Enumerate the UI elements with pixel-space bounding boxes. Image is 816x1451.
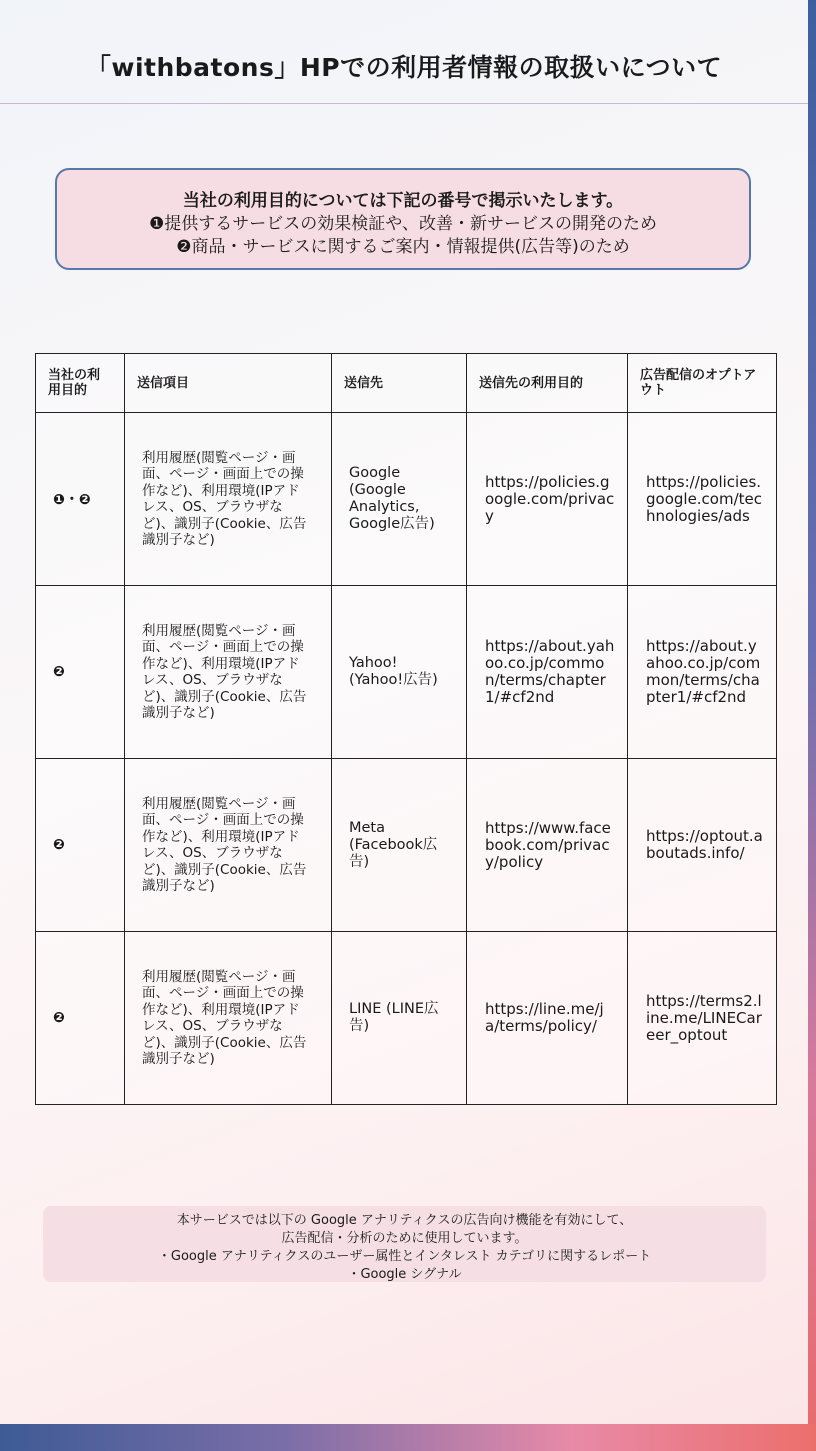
cell-optout-link[interactable]: https://about.yahoo.co.jp/common/terms/chapter1/#cf2nd [628,586,777,759]
cell-dest-purpose-link[interactable]: https://line.me/ja/terms/policy/ [467,932,628,1105]
header-destination: 送信先 [332,354,467,413]
notice-line-1: 本サービスでは以下の Google アナリティクスの広告向け機能を有効にして、 [176,1213,633,1228]
purpose-lead: 当社の利用目的については下記の番号で掲示いたします。 [182,191,624,211]
header-items: 送信項目 [125,354,332,413]
table-row [36,932,777,1105]
purpose-item-2: ❷商品・サービスに関するご案内・情報提供(広告等)のため [176,237,630,257]
cell-destination: Meta (Facebook広告) [332,759,467,932]
cell-purpose: ❷ [36,759,125,932]
notice-line-4: ・Google シグナル [347,1267,462,1282]
notice-line-2: 広告配信・分析のために使用しています。 [281,1231,528,1246]
decorative-right-bar [808,0,816,1451]
cell-purpose: ❷ [36,586,125,759]
table-row [36,413,777,586]
page-title: 「withbatons」HPでの利用者情報の取扱いについて [85,53,723,82]
cell-optout-link[interactable]: https://optout.aboutads.info/ [628,759,777,932]
cell-dest-purpose-link[interactable]: https://about.yahoo.co.jp/common/terms/chapter1/#cf2nd [467,586,628,759]
cell-items: 利用履歴(閲覧ページ・画面、ページ・画面上での操作など)、利用環境(IPアドレス、OS、ブラウザなど)、識別子(Cookie、広告識別子など) [125,932,332,1105]
cell-items: 利用履歴(閲覧ページ・画面、ページ・画面上での操作など)、利用環境(IPアドレス、OS、ブラウザなど)、識別子(Cookie、広告識別子など) [125,586,332,759]
cell-optout-link[interactable]: https://policies.google.com/technologies/ads [628,413,777,586]
cell-destination: LINE (LINE広告) [332,932,467,1105]
purpose-legend-box [55,168,751,270]
cell-purpose: ❶・❷ [36,413,125,586]
cell-destination: Yahoo! (Yahoo!広告) [332,586,467,759]
header-purpose: 当社の利用目的 [36,354,125,413]
google-analytics-notice [43,1206,766,1282]
title-divider [0,103,808,104]
cell-purpose: ❷ [36,932,125,1105]
cell-items: 利用履歴(閲覧ページ・画面、ページ・画面上での操作など)、利用環境(IPアドレス、OS、ブラウザなど)、識別子(Cookie、広告識別子など) [125,413,332,586]
purpose-item-1: ❶提供するサービスの効果検証や、改善・新サービスの開発のため [149,214,657,234]
header-optout: 広告配信のオプトアウト [628,354,777,413]
cell-destination: Google (Google Analytics, Google広告) [332,413,467,586]
cell-dest-purpose-link[interactable]: https://policies.google.com/privacy [467,413,628,586]
table-header-row [36,354,777,413]
decorative-bottom-bar [0,1424,816,1451]
table-row [36,586,777,759]
cell-dest-purpose-link[interactable]: https://www.facebook.com/privacy/policy [467,759,628,932]
data-sharing-table [35,353,777,1105]
notice-line-3: ・Google アナリティクスのユーザー属性とインタレスト カテゴリに関するレポート [157,1249,652,1264]
table-row [36,759,777,932]
cell-items: 利用履歴(閲覧ページ・画面、ページ・画面上での操作など)、利用環境(IPアドレス、OS、ブラウザなど)、識別子(Cookie、広告識別子など) [125,759,332,932]
header-dest-purpose: 送信先の利用目的 [467,354,628,413]
cell-optout-link[interactable]: https://terms2.line.me/LINECareer_optout [628,932,777,1105]
